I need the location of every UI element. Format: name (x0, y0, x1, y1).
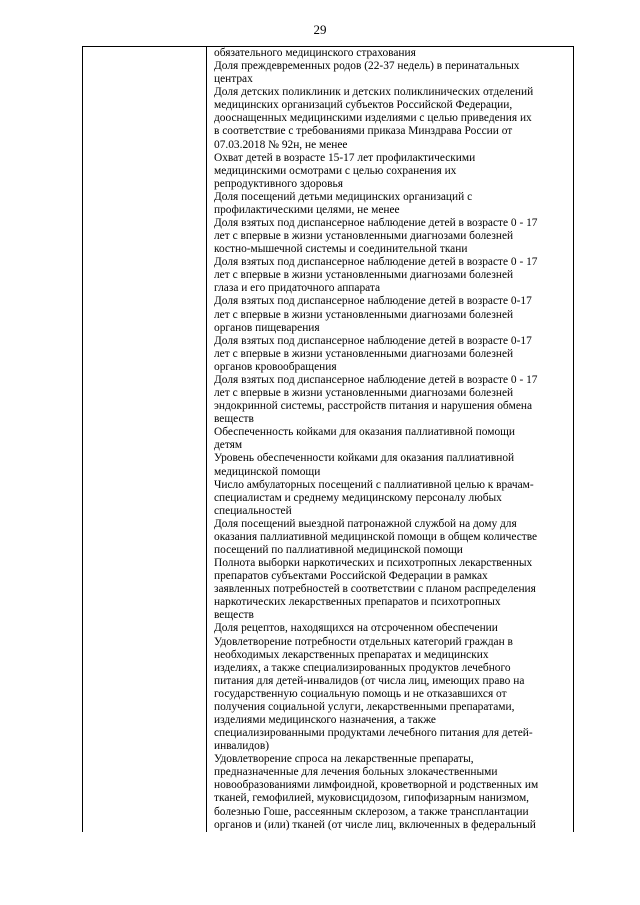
text-line: Удовлетворение потребности отдельных категорий граждан в (214, 635, 513, 648)
text-line: питания для детей-инвалидов (от числа лиц, имеющих право на (214, 674, 525, 687)
text-line: репродуктивного здоровья (214, 177, 343, 190)
text-line: 07.03.2018 № 92н, не менее (214, 138, 348, 151)
text-line: Доля детских поликлиник и детских поликлинических отделений (214, 86, 534, 99)
text-line: медицинскими осмотрами с целью сохранения их (214, 164, 457, 177)
text-line: детям (214, 439, 243, 452)
text-line: веществ (214, 413, 254, 426)
text-line: изделиями медицинского назначения, а также (214, 713, 436, 726)
text-line: изделиях, а также специализированных продуктов лечебного (214, 661, 511, 674)
text-line: профилактическими целями, не менее (214, 203, 400, 216)
text-line: Удовлетворение спроса на лекарственные препараты, (214, 753, 474, 766)
page-number: 29 (313, 22, 327, 37)
text-line: дооснащенных медицинскими изделиями с целью приведения их (214, 112, 532, 125)
text-line: Доля рецептов, находящихся на отсроченном обеспечении (214, 622, 498, 635)
text-line: в соответствие с требованиями приказа Минздрава России от (214, 125, 513, 138)
text-line: Охват детей в возрасте 15-17 лет профилактическими (214, 151, 476, 164)
text-line: государственную социальную помощь и не отказавшихся от (214, 687, 507, 700)
text-line: посещений по паллиативной медицинской помощи (214, 543, 463, 556)
text-line: специализированными продуктами лечебного питания для детей- (214, 727, 533, 740)
text-line: болезнью Гоше, рассеянным склерозом, а также трансплантации (214, 805, 529, 818)
text-line: Полнота выборки наркотических и психотропных лекарственных (214, 557, 533, 570)
text-line: Доля взятых под диспансерное наблюдение детей в возрасте 0-17 (214, 295, 532, 308)
text-line: медицинской помощи (214, 465, 321, 478)
text-line: лет с впервые в жизни установленными диагнозами болезней (214, 347, 514, 360)
text-line: необходимых лекарственных препаратах и медицинских (214, 648, 489, 661)
text-line: органов пищеварения (214, 321, 320, 334)
text-line: центрах (214, 73, 253, 86)
text-line: инвалидов) (214, 740, 270, 753)
text-line: Обеспеченность койками для оказания паллиативной помощи (214, 426, 515, 439)
text-line: обязательного медицинского страхования (214, 47, 416, 59)
text-line: специальностей (214, 504, 292, 517)
text-line: специалистам и среднему медицинскому персоналу любых (214, 491, 502, 504)
text-line: Доля взятых под диспансерное наблюдение детей в возрасте 0 - 17 (214, 373, 538, 386)
text-line: заявленных потребностей в соответствии с планом распределения (214, 583, 536, 596)
text-line: Доля взятых под диспансерное наблюдение детей в возрасте 0 - 17 (214, 217, 538, 230)
text-line: предназначенные для лечения больных злокачественными (214, 766, 498, 779)
text-line: органов кровообращения (214, 360, 337, 373)
text-line: эндокринной системы, расстройств питания и нарушения обмена (214, 400, 533, 413)
text-line: тканей, гемофилией, муковисцидозом, гипофизарным нанизмом, (214, 792, 530, 805)
text-line: Уровень обеспеченности койками для оказания паллиативной (214, 452, 515, 465)
text-line: Доля посещений детьми медицинских организаций с (214, 190, 473, 203)
text-line: лет с впервые в жизни установленными диагнозами болезней (214, 230, 514, 243)
text-line: Доля взятых под диспансерное наблюдение детей в возрасте 0 - 17 (214, 256, 538, 269)
text-line: лет с впервые в жизни установленными диагнозами болезней (214, 269, 514, 282)
text-line: глаза и его придаточного аппарата (214, 282, 381, 295)
text-line: веществ (214, 609, 254, 622)
text-line: Доля взятых под диспансерное наблюдение детей в возрасте 0-17 (214, 334, 532, 347)
text-line: наркотических лекарственных препаратов и психотропных (214, 596, 501, 609)
text-line: органов и (или) тканей (от числе лиц, включенных в федеральный (214, 818, 536, 831)
text-line: лет с впервые в жизни установленными диагнозами болезней (214, 387, 514, 400)
table-right-column (207, 47, 569, 832)
text-line: Доля преждевременных родов (22-37 недель) в перинатальных (214, 60, 520, 73)
text-line: костно-мышечной системы и соединительной ткани (214, 243, 468, 256)
text-line: лет с впервые в жизни установленными диагнозами болезней (214, 308, 514, 321)
text-line: оказания паллиативной медицинской помощи в общем количестве (214, 530, 538, 543)
table-left-column (83, 47, 206, 832)
indicators-table (82, 46, 574, 832)
text-line: Число амбулаторных посещений с паллиативной целью к врачам- (214, 478, 534, 491)
text-line: препаратов субъектами Российской Федерации в рамках (214, 570, 488, 583)
text-line: Доля посещений выездной патронажной службой на дому для (214, 517, 517, 530)
text-line: новообразованиями лимфоидной, кроветворной и родственных им (214, 779, 539, 792)
text-line: получения социальной услуги, лекарственными препаратами, (214, 700, 515, 713)
text-line: медицинских организаций субъектов Российской Федерации, (214, 99, 513, 112)
